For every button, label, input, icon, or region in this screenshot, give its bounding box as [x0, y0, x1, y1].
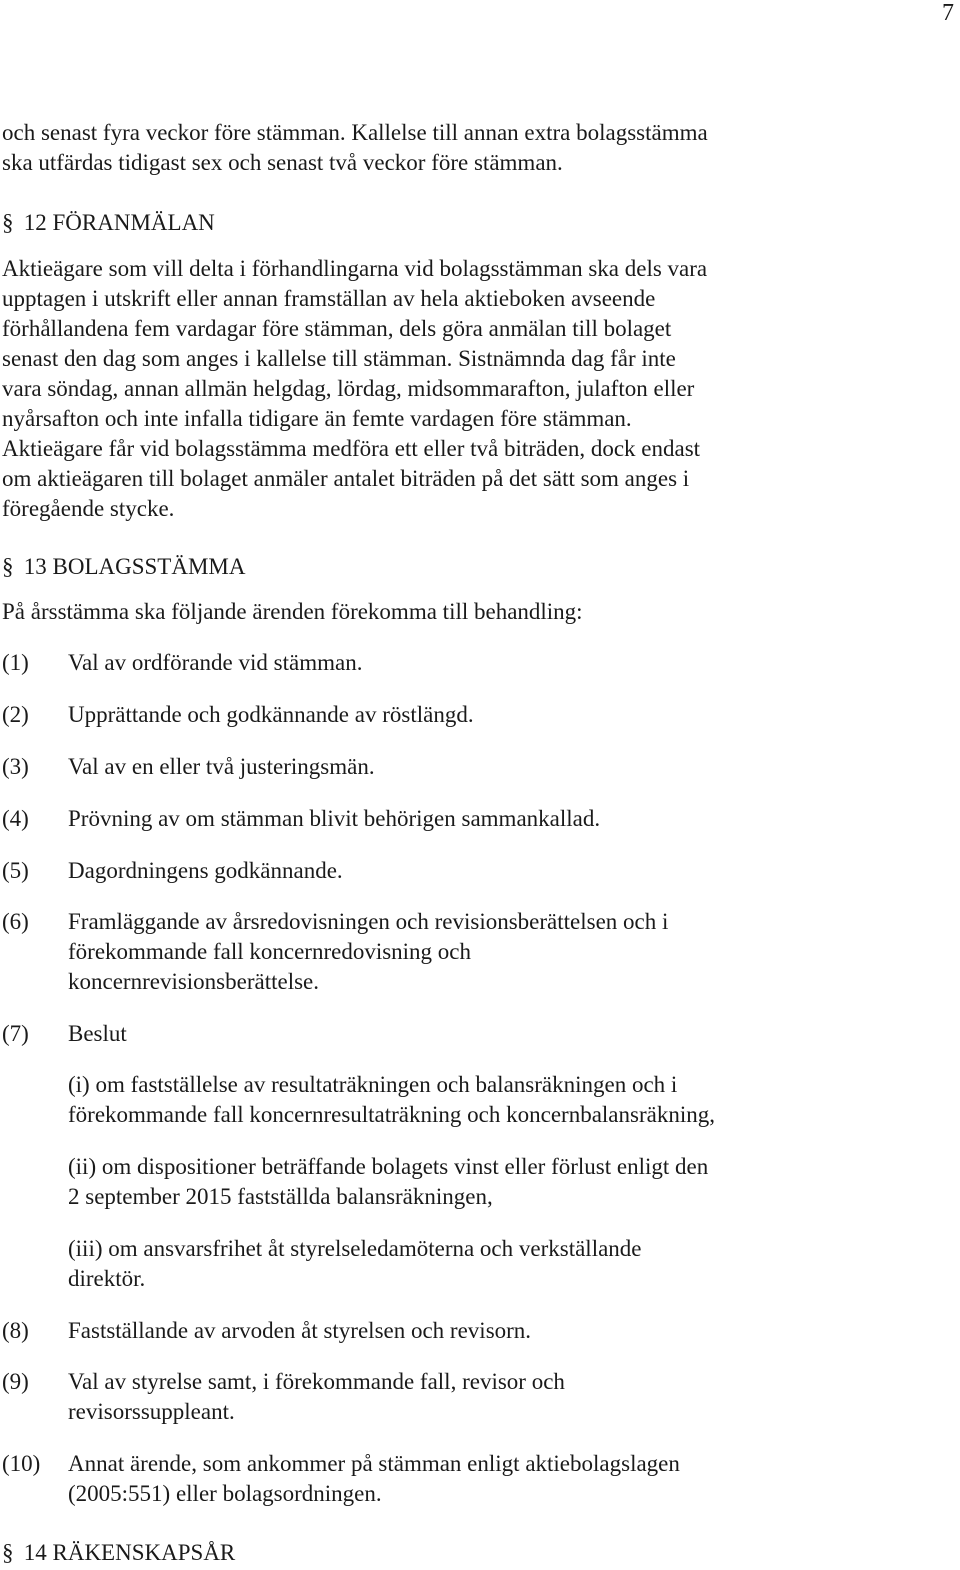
text-line: föregående stycke.	[2, 496, 175, 521]
section-13-heading	[2, 552, 245, 582]
list-number: (6)	[2, 909, 29, 934]
section-sign-icon: §	[2, 210, 14, 235]
list-item	[2, 1019, 956, 1049]
section-title: 14 RÄKENSKAPSÅR	[23, 1540, 236, 1565]
text-line: direktör.	[68, 1266, 146, 1291]
text-line: (ii) om dispositioner beträffande bolagets vinst eller förlust enligt den	[68, 1154, 709, 1179]
list-item	[2, 1367, 956, 1427]
text-line: ska utfärdas tidigast sex och senast två veckor före stämman.	[2, 150, 563, 175]
text-line: Framläggande av årsredovisningen och revisionsberättelsen och i	[68, 909, 669, 934]
text-line: förhållandena fem vardagar före stämman, dels göra anmälan till bolaget	[2, 316, 672, 341]
list-text	[68, 907, 956, 997]
text-line: 2 september 2015 fastställda balansräkningen,	[68, 1184, 493, 1209]
text-line: (iii) om ansvarsfrihet åt styrelseledamöterna och verkställande	[68, 1236, 642, 1261]
list-text	[68, 1449, 956, 1509]
text-line: Aktieägare får vid bolagsstämma medföra ett eller två biträden, dock endast	[2, 436, 701, 461]
section-14-heading	[2, 1538, 235, 1568]
text-line: Aktieägare som vill delta i förhandlingarna vid bolagsstämman ska dels vara	[2, 256, 708, 281]
text-line: upptagen i utskrift eller annan framställan av hela aktieboken avseende	[2, 286, 656, 311]
text-line: (2005:551) eller bolagsordningen.	[68, 1481, 382, 1506]
intro-paragraph	[2, 118, 956, 178]
list-text: Dagordningens godkännande.	[68, 858, 343, 883]
list-number: (4)	[2, 806, 29, 831]
list-number: (1)	[2, 650, 29, 675]
section-12-body	[2, 254, 956, 524]
list-text: Val av en eller två justeringsmän.	[68, 754, 375, 779]
text-line: Val av styrelse samt, i förekommande fall, revisor och	[68, 1369, 565, 1394]
section-title: 12 FÖRANMÄLAN	[23, 210, 215, 235]
list-item	[2, 804, 956, 834]
list-text: Fastställande av arvoden åt styrelsen och revisorn.	[68, 1318, 532, 1343]
text-line: vara söndag, annan allmän helgdag, lördag, midsommarafton, julafton eller	[2, 376, 695, 401]
list-item	[2, 700, 956, 730]
section-sign-icon: §	[2, 554, 14, 579]
section-title: 13 BOLAGSSTÄMMA	[23, 554, 246, 579]
list-number: (2)	[2, 702, 29, 727]
text-line: och senast fyra veckor före stämman. Kallelse till annan extra bolagsstämma	[2, 120, 708, 145]
list-number: (7)	[2, 1021, 29, 1046]
list-text: Beslut	[68, 1021, 127, 1046]
text-line: om aktieägaren till bolaget anmäler antalet biträden på det sätt som anges i	[2, 466, 690, 491]
text-line: förekommande fall koncernresultaträkning och koncernbalansräkning,	[68, 1102, 715, 1127]
list-text: Val av ordförande vid stämman.	[68, 650, 363, 675]
sub-item	[68, 1070, 956, 1130]
list-number: (3)	[2, 754, 29, 779]
text-line: nyårsafton och inte infalla tidigare än femte vardagen före stämman.	[2, 406, 632, 431]
list-item	[2, 856, 956, 886]
sub-item	[68, 1234, 956, 1294]
list-text	[68, 1367, 956, 1427]
text-line: koncernrevisionsberättelse.	[68, 969, 319, 994]
list-item	[2, 1449, 956, 1509]
list-text: Upprättande och godkännande av röstlängd.	[68, 702, 474, 727]
list-item	[2, 752, 956, 782]
text-line: (i) om fastställelse av resultaträkningen och balansräkningen och i	[68, 1072, 678, 1097]
text-line: senast den dag som anges i kallelse till stämman. Sistnämnda dag får inte	[2, 346, 676, 371]
text-line: förekommande fall koncernredovisning och	[68, 939, 472, 964]
sub-item	[68, 1152, 956, 1212]
page-number: 7	[942, 0, 954, 26]
list-item	[2, 1316, 956, 1346]
text-line: Annat ärende, som ankommer på stämman enligt aktiebolagslagen	[68, 1451, 680, 1476]
section-12-heading	[2, 208, 215, 238]
section-sign-icon: §	[2, 1540, 14, 1565]
list-text: Prövning av om stämman blivit behörigen sammankallad.	[68, 806, 601, 831]
list-item	[2, 648, 956, 678]
list-number: (8)	[2, 1318, 29, 1343]
list-number: (9)	[2, 1369, 29, 1394]
list-number: (5)	[2, 858, 29, 883]
list-number: (10)	[2, 1451, 41, 1476]
section-13-intro: På årsstämma ska följande ärenden förekomma till behandling:	[2, 599, 583, 624]
list-item	[2, 907, 956, 997]
text-line: revisorssuppleant.	[68, 1399, 235, 1424]
